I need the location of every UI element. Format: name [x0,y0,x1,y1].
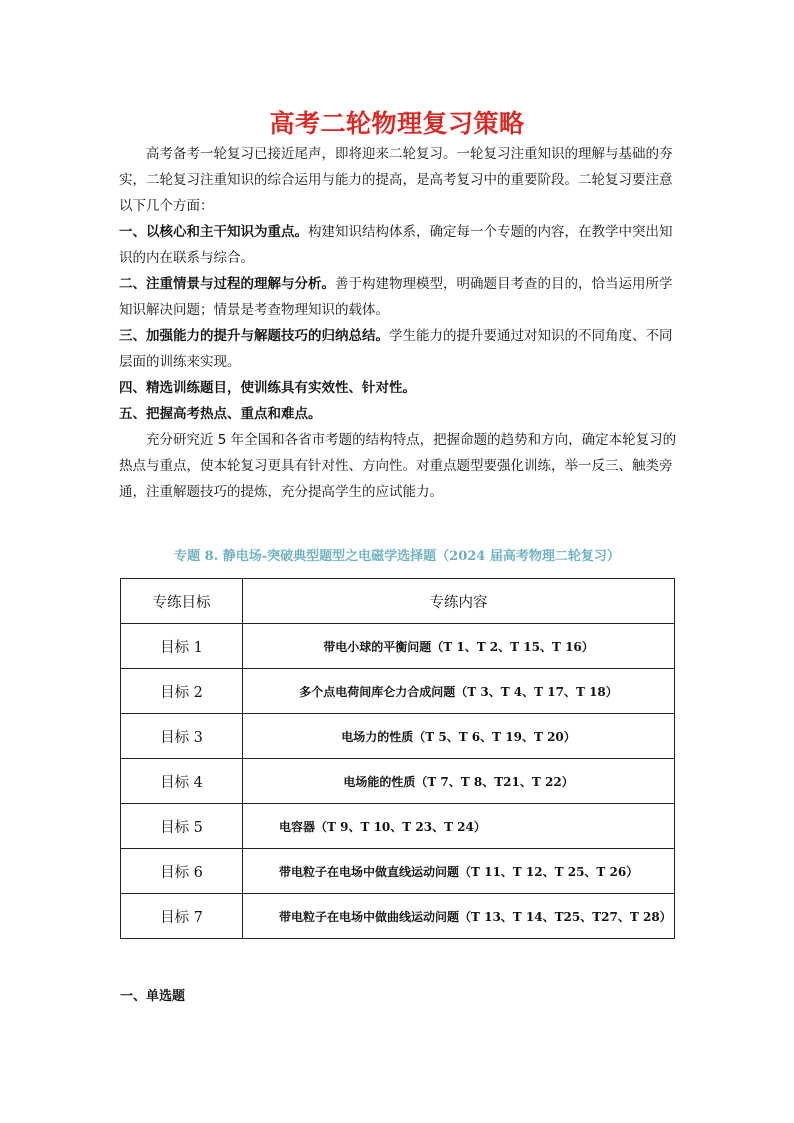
table-row [121,624,675,669]
goal-cell: 目标 3 [121,714,243,759]
content-cell: 多个点电荷间库仑力合成问题（T 3、T 4、T 17、T 18） [243,669,675,714]
point-3-heading: 三、加强能力的提升与解题技巧的归纳总结。 [119,328,389,344]
point-3-text: 学生能力的提升要通过对知识的不同角度、不同层面的训练来实现。 [119,328,673,370]
table-header-row [121,579,675,624]
table-row [121,759,675,804]
goal-cell: 目标 2 [121,669,243,714]
table-row [121,714,675,759]
content-cell: 带电粒子在电场中做曲线运动问题（T 13、T 14、T25、T27、T 28） [243,894,675,939]
training-goals-table [120,578,675,939]
section-heading: 一、单选题 [120,989,186,1004]
point-1-heading: 一、以核心和主干知识为重点。 [119,224,308,240]
point-3 [119,323,685,375]
table-row [121,849,675,894]
topic-subtitle: 专题 8. 静电场-突破典型题型之电磁学选择题（2024 届高考物理二轮复习） [174,549,620,564]
goal-cell: 目标 4 [121,759,243,804]
goal-cell: 目标 7 [121,894,243,939]
header-goal: 专练目标 [121,579,243,624]
content-cell: 带电粒子在电场中做直线运动问题（T 11、T 12、T 25、T 26） [243,849,675,894]
table-row [121,669,675,714]
table-row [121,894,675,939]
point-2 [119,271,685,323]
point-4-heading: 四、精选训练题目，使训练具有实效性、针对性。 [119,380,416,396]
point-1 [119,219,685,271]
point-2-heading: 二、注重情景与过程的理解与分析。 [119,276,335,292]
intro-paragraph: 高考备考一轮复习已接近尾声，即将迎来二轮复习。一轮复习注重知识的理解与基础的夯实，二轮复习注重知识的综合运用与能力的提高，是高考复习中的重要阶段。二轮复习要注意以下几个方面： [119,146,673,214]
table-row [121,804,675,849]
content-cell: 带电小球的平衡问题（T 1、T 2、T 15、T 16） [243,624,675,669]
intro-body [119,141,685,505]
document-title: 高考二轮物理复习策略 [269,109,525,138]
content-cell: 电场能的性质（T 7、T 8、T21、T 22） [243,759,675,804]
goal-cell: 目标 5 [121,804,243,849]
point-1-text: 构建知识结构体系，确定每一个专题的内容，在教学中突出知识的内在联系与综合。 [119,224,673,266]
content-cell: 电场力的性质（T 5、T 6、T 19、T 20） [243,714,675,759]
header-content: 专练内容 [243,579,675,624]
point-4 [119,375,685,401]
closing-paragraph: 充分研究近 5 年全国和各省市考题的结构特点，把握命题的趋势和方向，确定本轮复习的热点与重点，使本轮复习更具有针对性、方向性。对重点题型要强化训练，举一反三、触类旁通，注重解题技巧的提炼，充分提高学生的应试能力。 [119,432,677,500]
point-5 [119,401,685,427]
point-2-text: 善于构建物理模型，明确题目考查的目的，恰当运用所学知识解决问题；情景是考查物理知识的载体。 [119,276,673,318]
content-cell: 电容器（T 9、T 10、T 23、T 24） [243,804,675,849]
goal-cell: 目标 6 [121,849,243,894]
point-5-heading: 五、把握高考热点、重点和难点。 [119,406,322,422]
goal-cell: 目标 1 [121,624,243,669]
